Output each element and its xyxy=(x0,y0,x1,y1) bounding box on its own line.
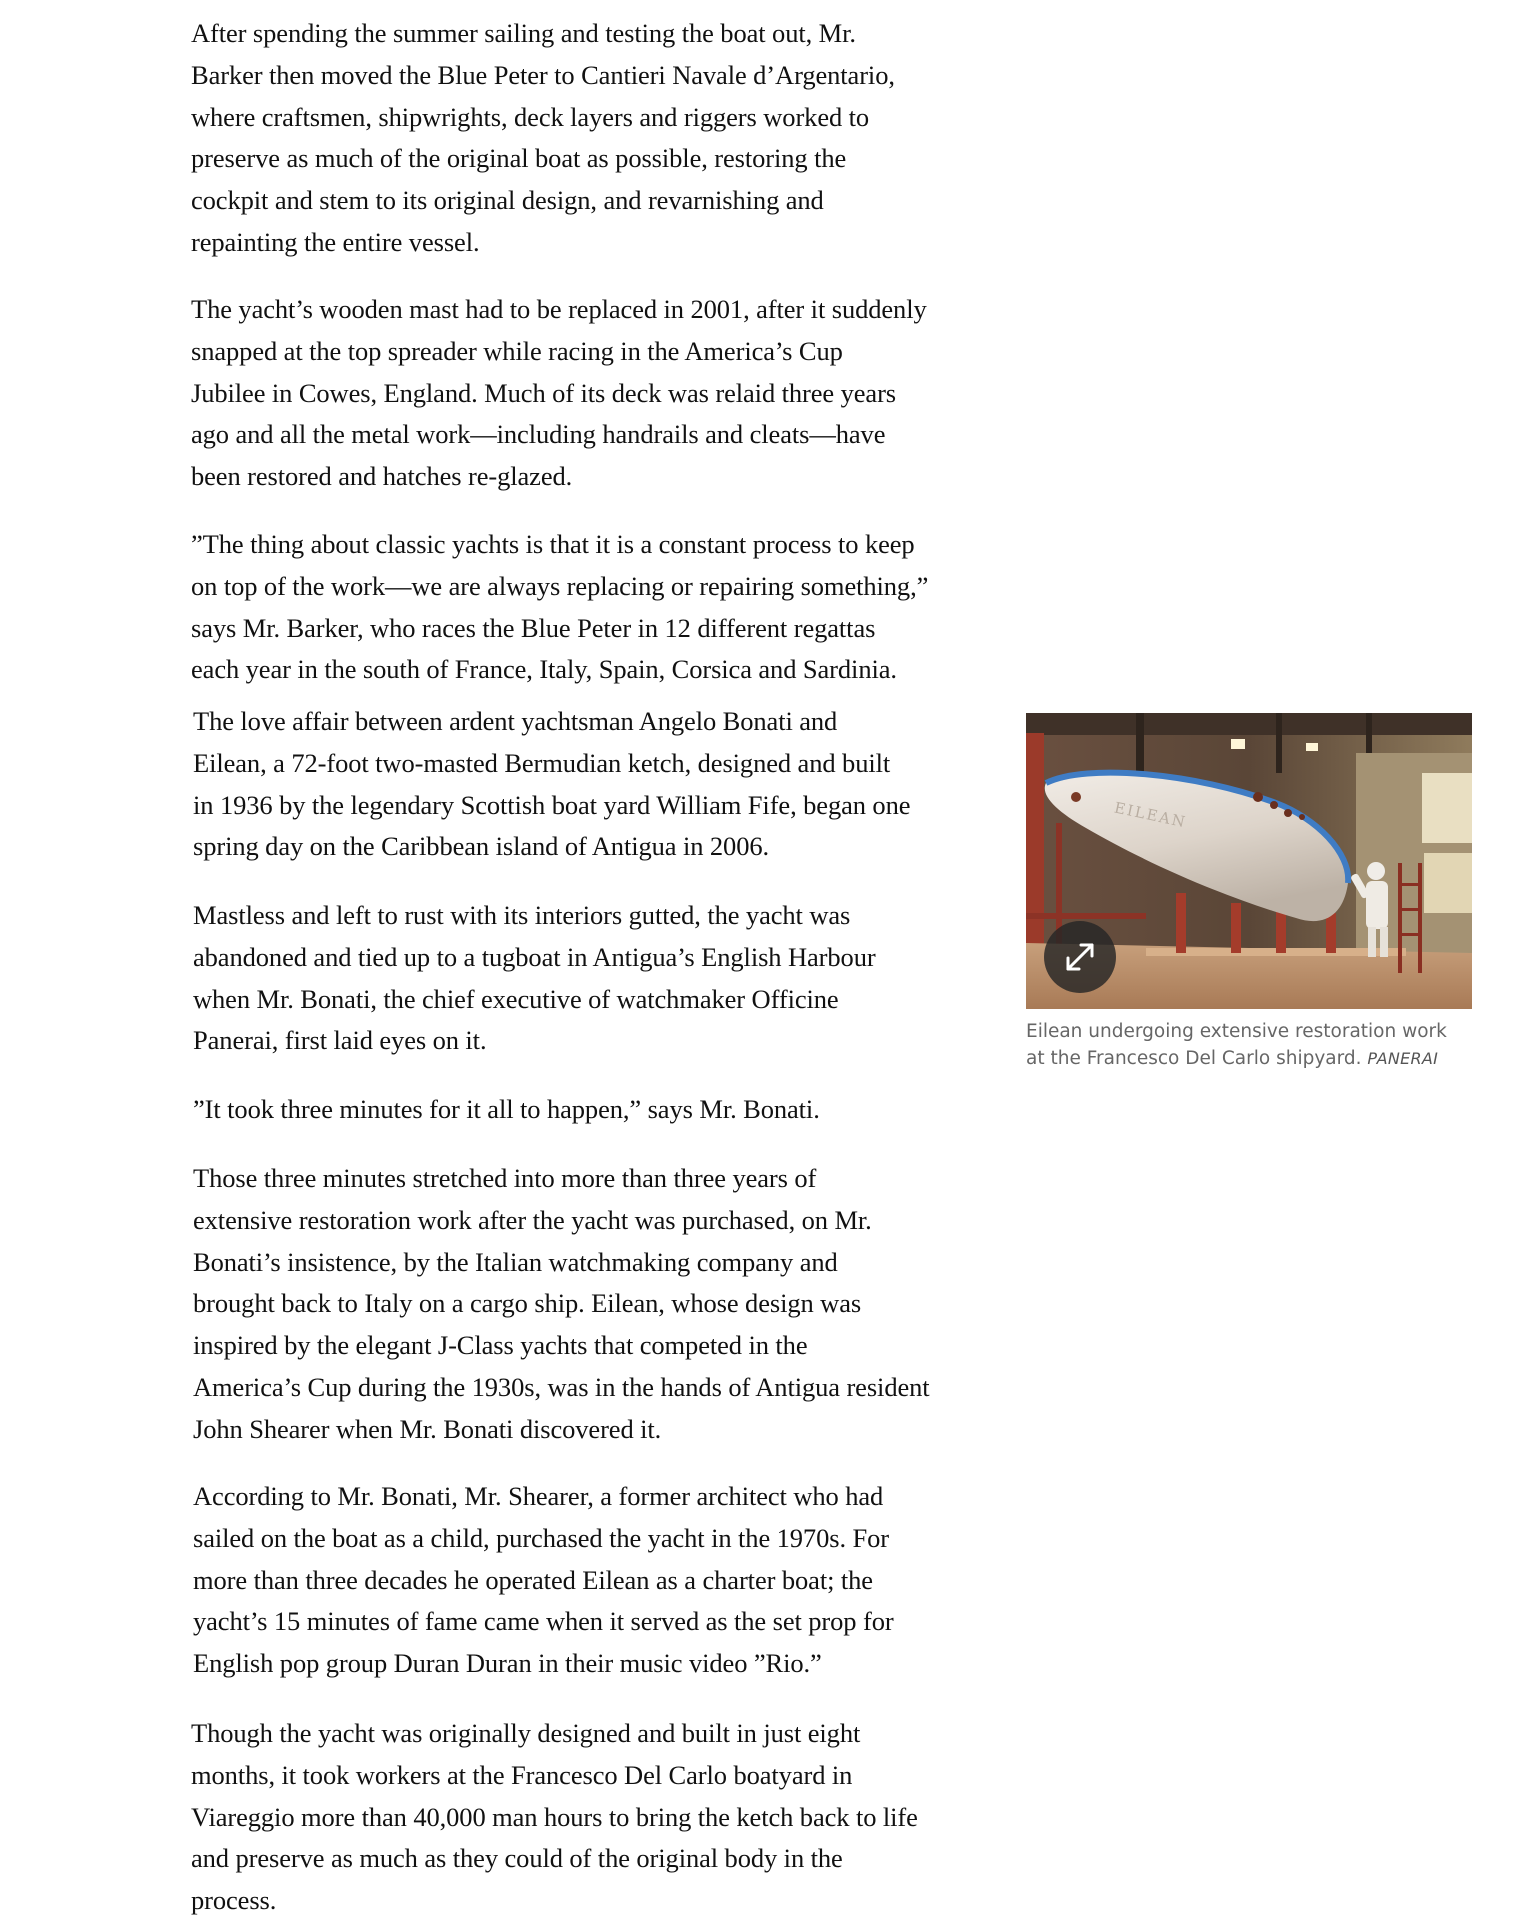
caption-line-with-credit xyxy=(1026,1045,1474,1072)
paragraph-line: and preserve as much as they could of the original body in the xyxy=(191,1843,843,1874)
expand-image-button[interactable] xyxy=(1044,921,1116,993)
paragraph-line: in 1936 by the legendary Scottish boat yard William Fife, began one xyxy=(193,789,911,820)
paragraph-line: John Shearer when Mr. Bonati discovered it. xyxy=(193,1413,662,1444)
paragraph-line: sailed on the boat as a child, purchased the yacht in the 1970s. For xyxy=(193,1522,890,1553)
paragraph-line: Though the yacht was originally designed and built in just eight xyxy=(191,1718,861,1748)
caption-line: at the Francesco Del Carlo shipyard. xyxy=(1026,1048,1362,1069)
paragraph-line: snapped at the top spreader while racing in the America’s Cup xyxy=(191,335,843,366)
paragraph-line: abandoned and tied up to a tugboat in Antigua’s English Harbour xyxy=(193,941,876,972)
paragraph-line: brought back to Italy on a cargo ship. Eilean, whose design was xyxy=(193,1288,862,1319)
paragraph-line: Jubilee in Cowes, England. Much of its deck was relaid three years xyxy=(191,377,897,408)
paragraph-line: The love affair between ardent yachtsman Angelo Bonati and xyxy=(193,706,838,736)
paragraph-line: cockpit and stem to its original design, and revarnishing and xyxy=(191,185,824,216)
paragraph-line: extensive restoration work after the yacht was purchased, on Mr. xyxy=(193,1204,872,1235)
paragraph-line: ”It took three minutes for it all to happen,” says Mr. Bonati. xyxy=(193,1094,820,1124)
paragraph-line: Barker then moved the Blue Peter to Cantieri Navale d’Argentario, xyxy=(191,59,895,90)
expand-arrows-icon xyxy=(1062,939,1098,975)
paragraph-line: process. xyxy=(191,1885,277,1916)
paragraph-line: each year in the south of France, Italy, Spain, Corsica and Sardinia. xyxy=(191,654,897,685)
paragraph-5 xyxy=(193,895,1013,1062)
paragraph-line: ago and all the metal work—including handrails and cleats—have xyxy=(191,419,886,450)
paragraph-line: on top of the work—we are always replacing or repairing something,” xyxy=(191,570,929,601)
paragraph-7 xyxy=(193,1158,1013,1451)
paragraph-line: repainting the entire vessel. xyxy=(191,226,480,257)
paragraph-line: Bonati’s insistence, by the Italian watchmaking company and xyxy=(193,1246,838,1277)
paragraph-line: Mastless and left to rust with its interiors gutted, the yacht was xyxy=(193,900,851,930)
image-caption xyxy=(1026,1018,1474,1072)
paragraph-line: inspired by the elegant J-Class yachts that competed in the xyxy=(193,1330,808,1361)
paragraph-line: when Mr. Bonati, the chief executive of watchmaker Officine xyxy=(193,983,839,1014)
paragraph-1 xyxy=(191,13,1011,264)
paragraph-line: says Mr. Barker, who races the Blue Peter in 12 different regattas xyxy=(191,612,876,643)
paragraph-line: The yacht’s wooden mast had to be replaced in 2001, after it suddenly xyxy=(191,294,927,324)
paragraph-line: more than three decades he operated Eilean as a charter boat; the xyxy=(193,1564,873,1595)
caption-line: Eilean undergoing extensive restoration work xyxy=(1026,1021,1447,1042)
paragraph-line: been restored and hatches re-glazed. xyxy=(191,461,573,492)
paragraph-line: preserve as much of the original boat as possible, restoring the xyxy=(191,143,847,174)
hull-lettering: EILEAN xyxy=(1112,798,1189,832)
paragraph-3 xyxy=(191,524,1011,691)
article-figure xyxy=(1026,713,1474,1072)
paragraph-line: spring day on the Caribbean island of Antigua in 2006. xyxy=(193,831,770,862)
paragraph-line: yacht’s 15 minutes of fame came when it served as the set prop for xyxy=(193,1606,894,1637)
paragraph-line: months, it took workers at the Francesco Del Carlo boatyard in xyxy=(191,1759,853,1790)
paragraph-line: where craftsmen, shipwrights, deck layers and riggers worked to xyxy=(191,101,870,132)
paragraph-line: ”The thing about classic yachts is that it is a constant process to keep xyxy=(191,529,915,559)
paragraph-2 xyxy=(191,289,1011,498)
paragraph-line: English pop group Duran Duran in their music video ”Rio.” xyxy=(193,1648,822,1679)
paragraph-line: Those three minutes stretched into more than three years of xyxy=(193,1163,817,1193)
paragraph-9 xyxy=(191,1713,1011,1922)
paragraph-6 xyxy=(193,1089,1013,1131)
paragraph-line: According to Mr. Bonati, Mr. Shearer, a former architect who had xyxy=(193,1481,884,1511)
photo-credit: PANERAI xyxy=(1367,1049,1439,1068)
paragraph-line: Panerai, first laid eyes on it. xyxy=(193,1025,487,1056)
paragraph-line: Eilean, a 72-foot two-masted Bermudian ketch, designed and built xyxy=(193,747,891,778)
paragraph-8 xyxy=(193,1476,1013,1685)
paragraph-line: Viareggio more than 40,000 man hours to bring the ketch back to life xyxy=(191,1801,918,1832)
paragraph-line: After spending the summer sailing and testing the boat out, Mr. xyxy=(191,18,856,48)
paragraph-line: America’s Cup during the 1930s, was in the hands of Antigua resident xyxy=(193,1371,930,1402)
yacht-restoration-photo[interactable] xyxy=(1026,713,1472,1009)
paragraph-4 xyxy=(193,701,1013,868)
